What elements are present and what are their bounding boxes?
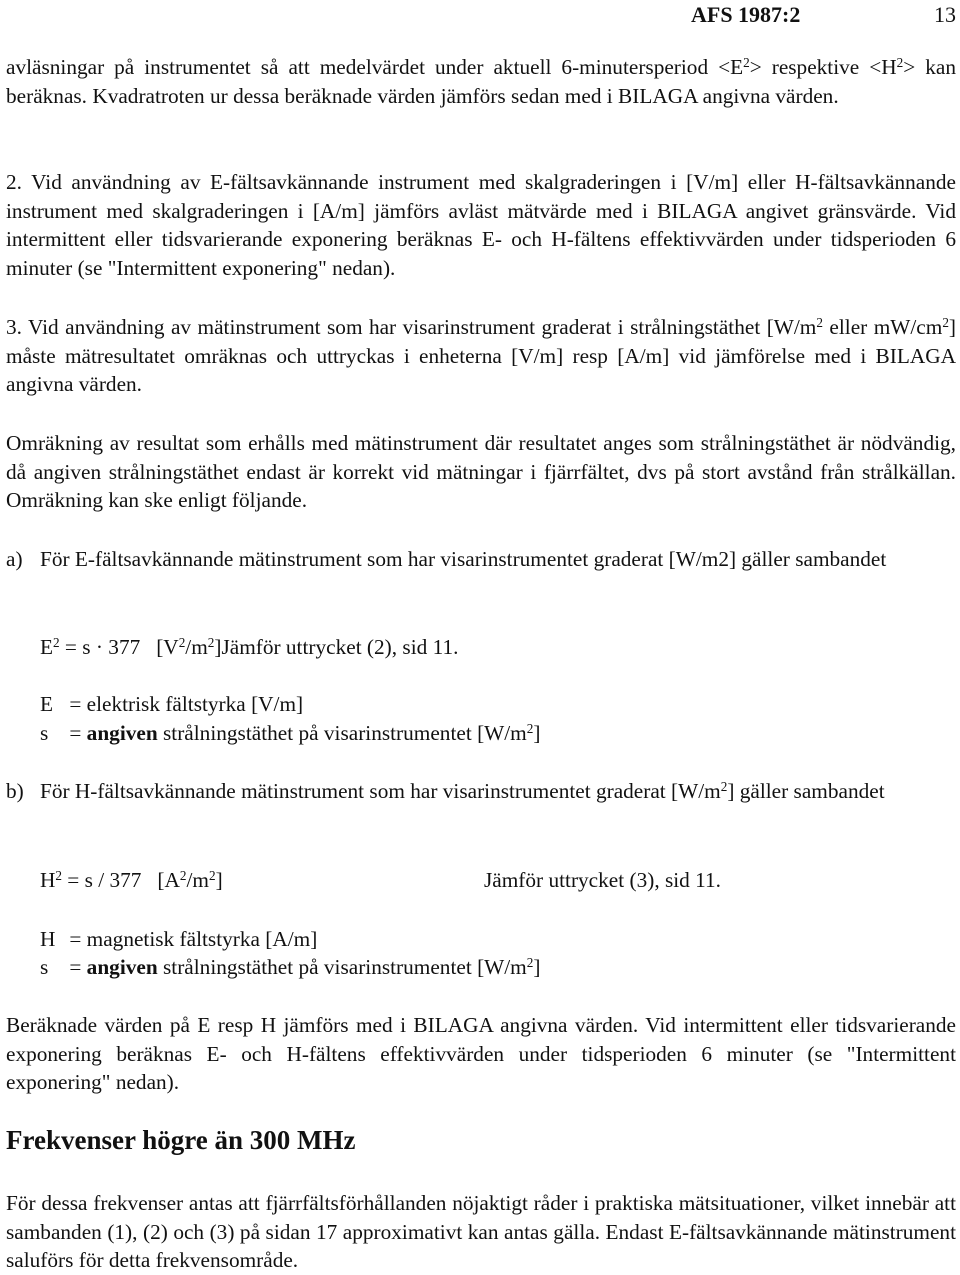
item-b-text-sup: 2 — [720, 779, 728, 795]
item-a-label: a) — [6, 547, 23, 571]
p3-sup-a: 2 — [816, 315, 823, 331]
paragraph-readings — [6, 53, 956, 110]
item-b-text — [40, 777, 956, 806]
p1-text-b: > respektive <H — [749, 55, 897, 79]
formula-h-lhs-sup: 2 — [55, 868, 62, 884]
definition-s-a — [40, 719, 540, 748]
formula-h-end: ] — [215, 868, 223, 892]
definition-s-b-rest: strålningstäthet på visarinstrumentet [W/m — [157, 955, 527, 979]
formula-e-lhs: E — [40, 635, 54, 659]
definition-s-a-symbol: s — [40, 721, 49, 745]
p1-sup-b: 2 — [896, 55, 904, 71]
p1-sup-a: 2 — [743, 55, 750, 71]
definition-s-b — [40, 953, 540, 982]
formula-e-mid2: /m — [185, 635, 208, 659]
formula-h-mid: = s / 377 [A — [61, 868, 180, 892]
paragraph-conversion: Omräkning av resultat som erhålls med mätinstrument där resultatet anges som strålningstäthet är nödvändig, då angiven strålningstäthet endast är korrekt vid mätningar i fjärrfältet, dvs på stort avstånd från strålkällan. Omräkning kan ske enligt följande. — [6, 431, 956, 513]
paragraph-point-3 — [6, 313, 956, 399]
definition-s-b-bold: angiven — [86, 955, 158, 979]
p3-text-b: eller mW/cm — [822, 315, 943, 339]
definition-s-a-end: ] — [533, 721, 541, 745]
definition-s-a-rest: strålningstäthet på visarinstrumentet [W/m — [157, 721, 527, 745]
definition-s-b-eq: = — [69, 955, 87, 979]
definition-e-text: = elektrisk fältstyrka [V/m] — [69, 692, 304, 716]
section-heading: Frekvenser högre än 300 MHz — [6, 1125, 356, 1155]
item-b-text-a: För H-fältsavkännande mätinstrument som har visarinstrumentet graderat [W/m — [40, 779, 721, 803]
item-a-text: För E-fältsavkännande mätinstrument som har visarinstrumentet graderat [W/m2] gäller sambandet — [40, 547, 887, 571]
definition-s-a-sup: 2 — [526, 721, 534, 737]
formula-h-lhs: H — [40, 868, 56, 892]
formula-h — [40, 866, 223, 895]
document-id: AFS 1987:2 — [691, 2, 801, 27]
item-b-text-b: ] gäller sambandet — [727, 779, 885, 803]
p3-text-c: ] måste mätresultatet omräknas och uttryckas i enheterna [V/m] resp [A/m] vid jämförelse med i BILAGA angivna värden. — [6, 315, 956, 397]
definition-h — [40, 925, 317, 954]
definition-s-b-end: ] — [533, 955, 541, 979]
p3-text-a: 3. Vid användning av mätinstrument som har visarinstrument graderat i strålningstäthet [W/m — [6, 315, 817, 339]
item-b-label: b) — [6, 779, 24, 803]
page-number: 13 — [934, 2, 956, 27]
formula-h-mid-sup: 2 — [179, 868, 187, 884]
definition-s-b-sup: 2 — [526, 955, 534, 971]
p3-sup-b: 2 — [942, 315, 949, 331]
paragraph-high-frequency: För dessa frekvenser antas att fjärrfältsförhållanden nöjaktigt råder i praktiska mätsituationer, vilket innebär att sambanden (1), (2) och (3) på sidan 17 approximativt kan antas gälla. Endast E-fältsavkännande mätinstrument saluförs för detta frekvensområde. — [6, 1191, 956, 1273]
paragraph-point-2: 2. Vid användning av E-fältsavkännande instrument med skalgraderingen i [V/m] eller H-fältsavkännande instrument med skalgraderingen i [A/m] jämförs avläst mätvärde med i BILAGA angivet gränsvärde. Vid intermittent eller tidsvarierande exponering beräknas E- och H-fältens effektivvärden under tidsperioden 6 minuter (se "Intermittent exponering" nedan). — [6, 170, 956, 280]
p1-text-c: > kan beräknas. Kvadratroten ur dessa beräknade värden jämförs sedan med i BILAGA angivna värden. — [6, 55, 956, 108]
formula-e-mid2-sup: 2 — [207, 635, 215, 651]
formula-e-mid: = s · 377 [V — [59, 635, 179, 659]
paragraph-comparison: Beräknade värden på E resp H jämförs med i BILAGA angivna värden. Vid intermittent eller tidsvarierande exponering beräknas E- och H-fältens effektivvärden under tidsperioden 6 minuter (se "Intermittent exponering" nedan). — [6, 1013, 956, 1095]
definition-e-symbol: E — [40, 692, 54, 716]
formula-e — [40, 633, 458, 662]
formula-e-lhs-sup: 2 — [53, 635, 60, 651]
definition-s-b-symbol: s — [40, 955, 49, 979]
formula-e-end: ]Jämför uttrycket (2), sid 11. — [214, 635, 459, 659]
definition-h-text: = magnetisk fältstyrka [A/m] — [69, 927, 318, 951]
formula-h-mid2-sup: 2 — [208, 868, 216, 884]
definition-s-a-bold: angiven — [86, 721, 158, 745]
definition-e — [40, 690, 303, 719]
definition-h-symbol: H — [40, 927, 56, 951]
formula-h-mid2: /m — [186, 868, 209, 892]
definition-s-a-eq: = — [69, 721, 87, 745]
p1-text-a: avläsningar på instrumentet så att medelvärdet under aktuell 6-minutersperiod <E — [6, 55, 744, 79]
formula-e-mid-sup: 2 — [178, 635, 186, 651]
formula-h-reference: Jämför uttrycket (3), sid 11. — [484, 868, 721, 892]
